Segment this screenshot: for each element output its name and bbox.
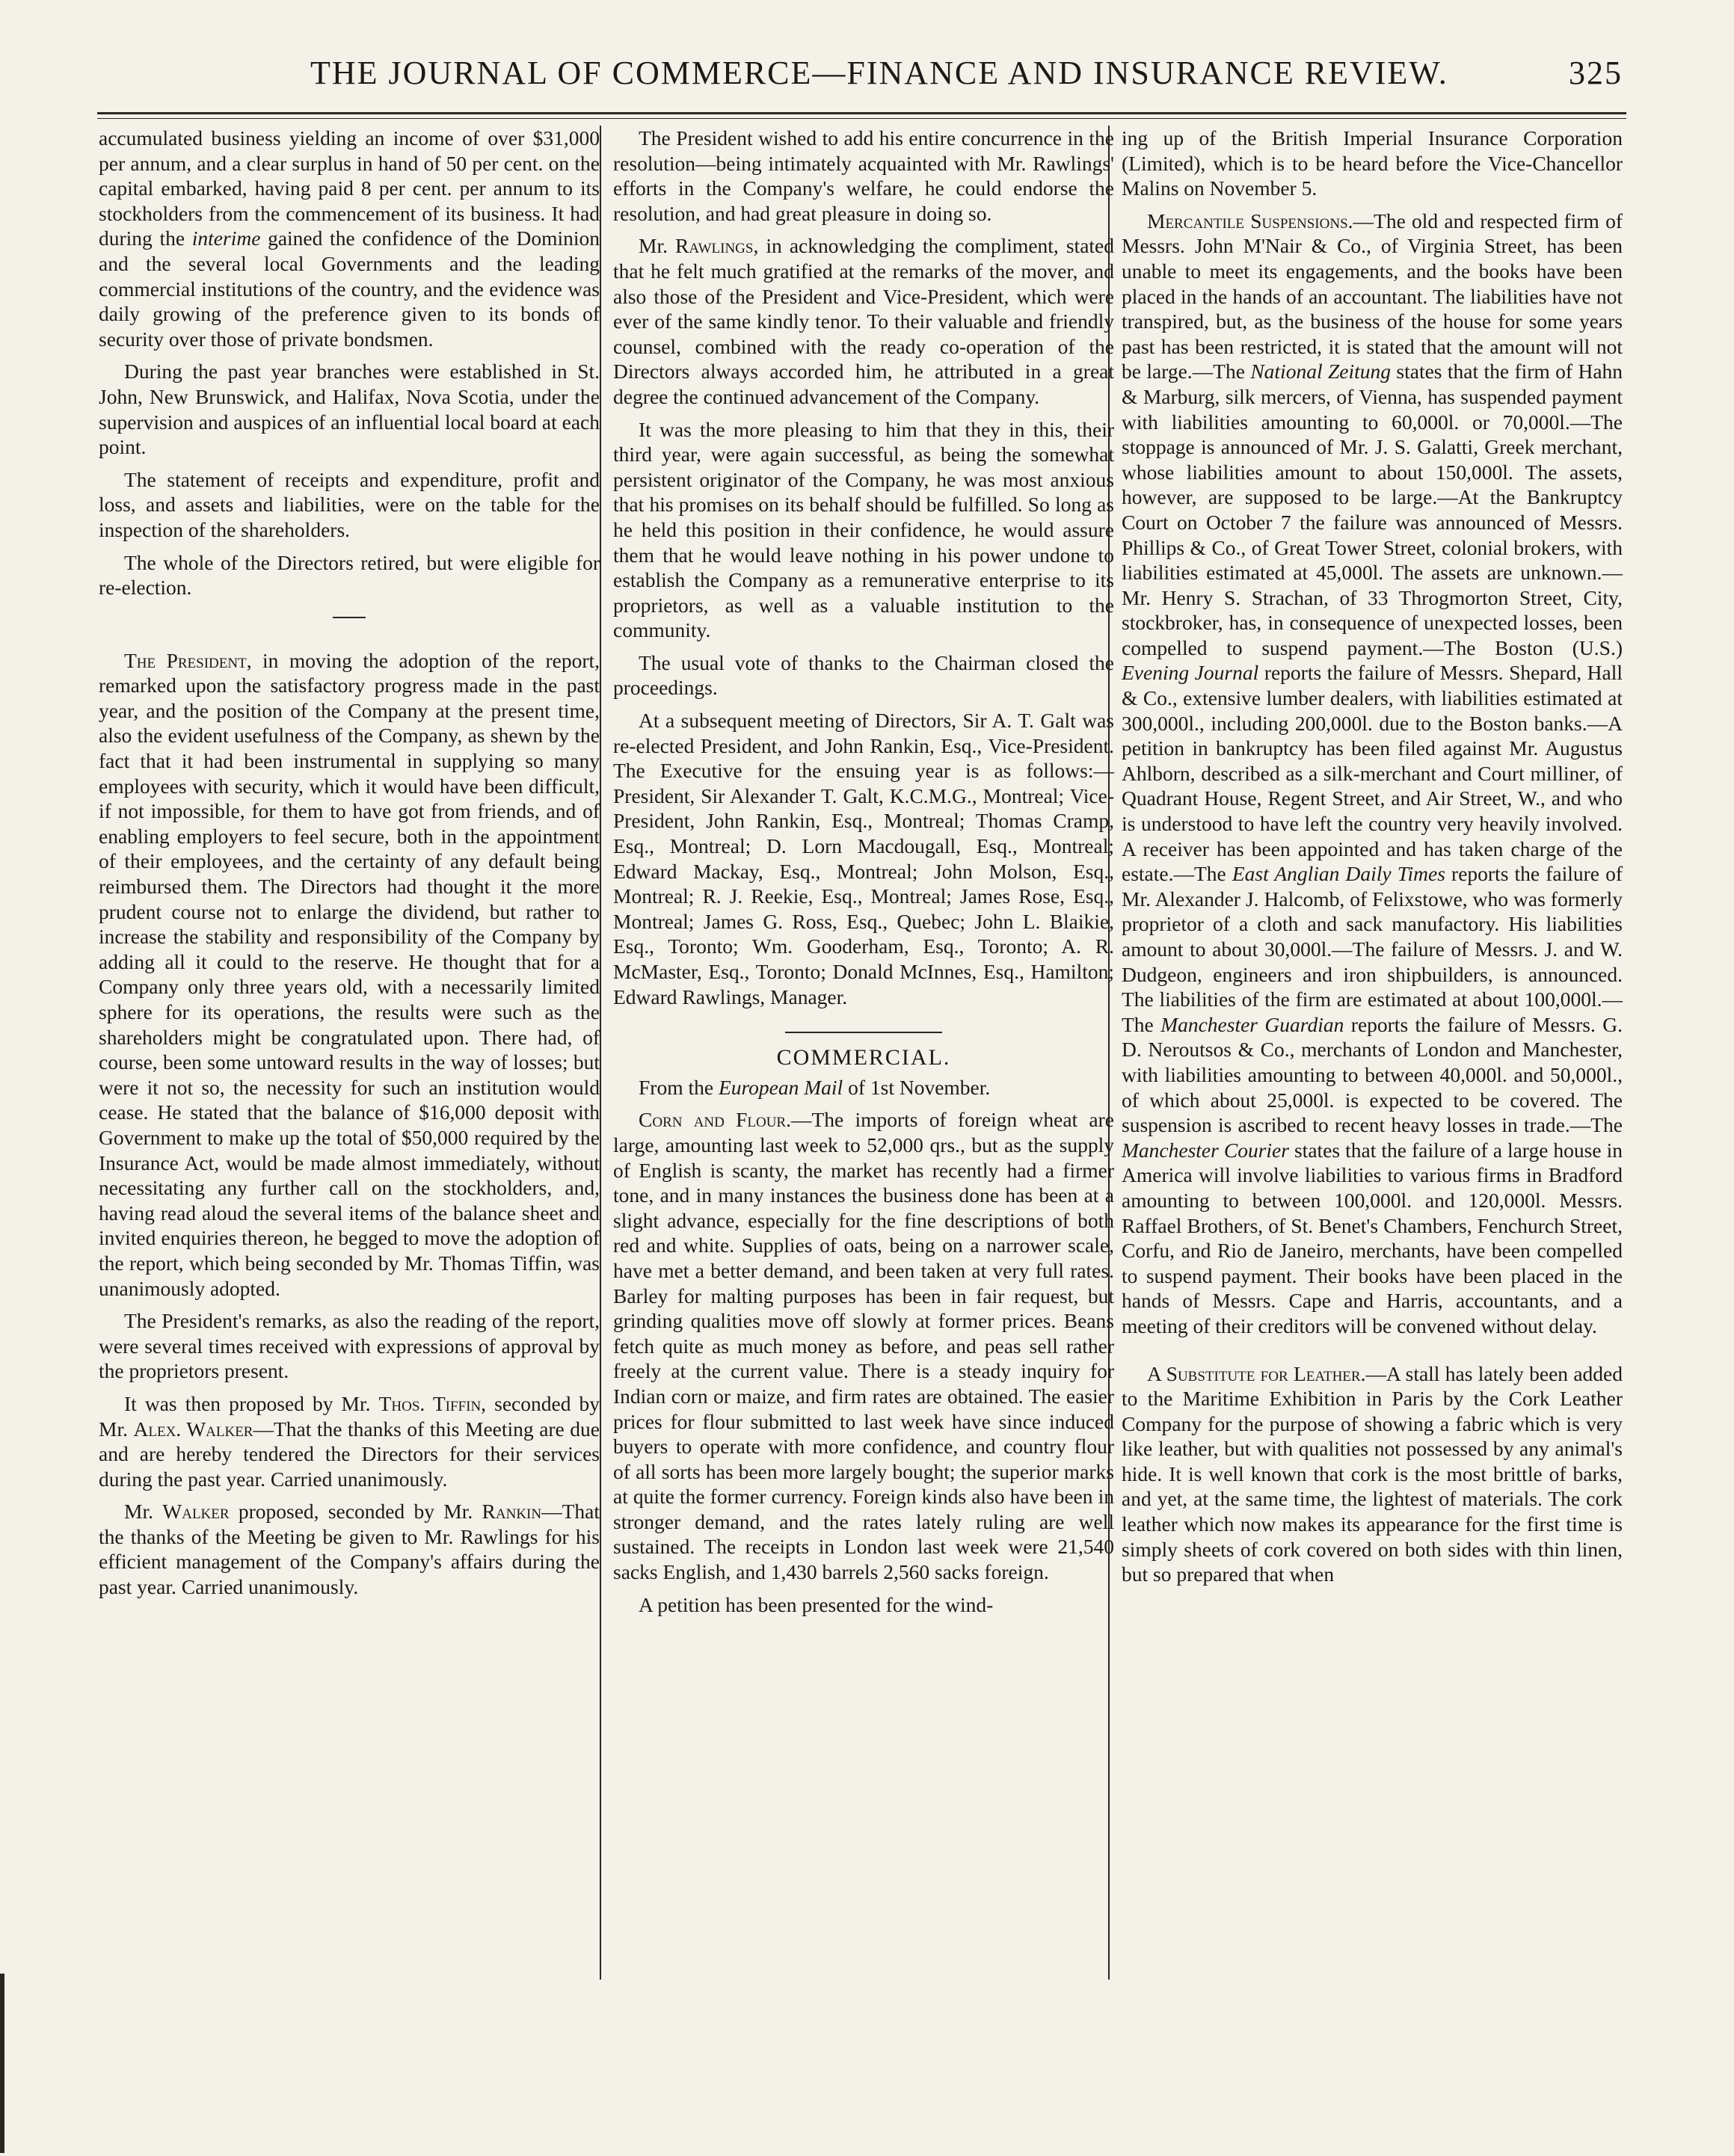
source-line: From the European Mail of 1st November. (639, 1075, 991, 1099)
column-divider-1 (600, 126, 601, 1980)
journal-title: THE JOURNAL OF COMMERCE—FINANCE AND INSURANCE REVIEW. (310, 55, 1448, 91)
paragraph: The usual vote of thanks to the Chairman closed the proceedings. (613, 650, 1114, 700)
paragraph: The President's remarks, as also the reading of the report, were several times received with expressions of approval by the proprietors present. (99, 1309, 600, 1383)
column-3 (1122, 126, 1623, 1587)
paragraph: accumulated business yielding an income of over $31,000 per annum, and a clear surplus in hand of 50 per cent. on the capital embarked, having paid 8 per cent. per annum to its stockholders from the commencement of its business. It had during the interime gained the confidence of the Dominion and the several local Governments and the leading commercial institutions of the country, and the evidence was daily growing of the preference given to its bonds of security over those of private bondsmen. (99, 126, 600, 351)
page-number: 325 (1569, 55, 1623, 91)
paragraph: Mr. Walker proposed, seconded by Mr. Rankin—That the thanks of the Meeting be given to Mr. Rawlings for his efficient management of the Company's affairs during the past year. Carried unanimously. (99, 1500, 600, 1599)
paragraph: ing up of the British Imperial Insurance Corporation (Limited), which is to be heard before the Vice-Chancellor Malins on November 5. (1122, 126, 1623, 200)
section-title: COMMERCIAL. (776, 1045, 951, 1071)
paragraph: Mercantile Suspensions.—The old and respected firm of Messrs. John M'Nair & Co., of Virginia Street, has been unable to meet its engagements, and the books have been placed in the hands of an accountant. The liabilities have not transpired, but, as the business of the house for some years past has been restricted, it is stated that the amount will not be large.—The National Zeitung states that the firm of Hahn & Marburg, silk mercers, of Vienna, has suspended payment with liabilities amounting to 60,000l. or 70,000l.—The stoppage is announced of Mr. J. S. Galatti, Greek merchant, whose liabilities amount to about 150,000l. The assets, however, are supposed to be large.—At the Bankruptcy Court on October 7 the failure was announced of Messrs. Phillips & Co., of Great Tower Street, colonial brokers, with liabilities estimated at 45,000l. The assets are unknown.—Mr. Henry S. Strachan, of 33 Throgmorton Street, City, stockbroker, has, in consequence of unexpected losses, been compelled to suspend payment.—The Boston (U.S.) Evening Journal reports the failure of Messrs. Shepard, Hall & Co., extensive lumber dealers, with liabilities estimated at 300,000l., including 200,000l. due to the Boston banks.—A petition in bankruptcy has been filed against Mr. Augustus Ahlborn, described as a silk-merchant and Court milliner, of Quadrant House, Regent Street, and Air Street, W., and who is understood to have left the country very heavily involved. A receiver has been appointed and has taken charge of the estate.—The East Anglian Daily Times reports the failure of Mr. Alexander J. Halcomb, of Felixstowe, who was formerly proprietor of a cloth and sack manufactory. His liabilities amount to about 30,000l.—The failure of Messrs. J. and W. Dudgeon, engineers and iron shipbuilders, is announced. The liabilities of the firm are estimated at about 100,000l.—The Manchester Guardian reports the failure of Messrs. G. D. Neroutsos & Co., merchants of London and Manchester, with liabilities amounting to between 40,000l. and 50,000l., of which about 25,000l. is expected to be covered. The suspension is ascribed to recent heavy losses in trade.—The Manchester Courier states that the failure of a large house in America will involve liabilities to various firms in Bradford amounting to between 100,000l. and 120,000l. Messrs. Raffael Brothers, of St. Benet's Chambers, Fenchurch Street, Corfu, and Rio de Janeiro, merchants, have been compelled to suspend payment. Their books have been placed in the hands of Messrs. Cape and Harris, accountants, and a meeting of their creditors will be convened without delay. (1122, 209, 1623, 1337)
paragraph: At a subsequent meeting of Directors, Sir A. T. Galt was re-elected President, and John Rankin, Esq., Vice-President. The Executive for the ensuing year is as follows:—President, Sir Alexander T. Galt, K.C.M.G., Montreal; Vice-President, John Rankin, Esq., Montreal; Thomas Cramp, Esq., Montreal; D. Lorn Macdougall, Esq., Montreal; Edward Mackay, Esq., Montreal; John Molson, Esq., Montreal; R. J. Reekie, Esq., Montreal; James Rose, Esq., Montreal; James G. Ross, Esq., Quebec; John L. Blaikie, Esq., Toronto; Wm. Gooderham, Esq., Toronto; A. R. McMaster, Esq., Toronto; Donald McInnes, Esq., Hamilton; Edward Rawlings, Manager. (613, 709, 1114, 1008)
column-1 (99, 126, 600, 1600)
paragraph: Corn and Flour.—The imports of foreign wheat are large, amounting last week to 52,000 qrs., but as the supply of English is scanty, the market has recently had a firmer tone, and in many instances the business done has been at a slight advance, especially for the fine descriptions of both red and white. Supplies of oats, being on a narrower scale, have met a better demand, and been taken at very full rates. Barley for malting purposes has been in fair request, but grinding qualities move off slowly at former prices. Beans fetch quite as much money as before, and peas sell rather freely at the current value. There is a steady inquiry for Indian corn or maize, and firm rates are obtained. The easier prices for flour submitted to last week have since induced buyers to operate with more confidence, and country flour of all sorts has been more largely bought; the superior marks at quite the former currency. Foreign kinds also have been in stronger demand, and the rates lately ruling are well sustained. The receipts in London last week were 21,540 sacks English, and 1,430 barrels 2,560 sacks foreign. (613, 1108, 1114, 1584)
paragraph: During the past year branches were established in St. John, New Brunswick, and Halifax, Nova Scotia, under the supervision and auspices of an influential local board at each point. (99, 360, 600, 459)
paragraph: It was the more pleasing to him that they in this, their third year, were again successful, as being the somewhat persistent originator of the Company, he was most anxious that his promises on its behalf should be fulfilled. So long as he held this position in their confidence, he would assure them that he would leave nothing in his power undone to establish the Company as a remunerative enterprise to its proprietors, as well as a valuable institution to the community. (613, 417, 1114, 642)
separator-rule (333, 617, 366, 618)
section-rule (785, 1032, 942, 1033)
page-edge-mark (0, 1974, 4, 2153)
paragraph: The President wished to add his entire concurrence in the resolution—being intimately acquainted with Mr. Rawlings' efforts in the Company's welfare, he could endorse the resolution, and had great pleasure in doing so. (613, 126, 1114, 225)
paragraph: Mr. Rawlings, in acknowledging the compliment, stated that he felt much gratified at the remarks of the mover, and also those of the President and Vice-President, which were ever of the same kindly tenor. To their valuable and friendly counsel, combined with the ready co-operation of the Directors always accorded him, he attributed in a great degree the continued advancement of the Company. (613, 234, 1114, 408)
paragraph: The whole of the Directors retired, but were eligible for re-election. (99, 550, 600, 600)
paragraph: The President, in moving the adoption of the report, remarked upon the satisfactory progress made in the past year, and the position of the Company at the present time, also the evident usefulness of the Company, as shewn by the fact that it had been instrumental in supplying so many employees with security, which it would have been difficult, if not impossible, for them to have got from friends, and of enabling employers to feel secure, both in the appointment of their employees, and the certainty of any default being reimbursed them. The Directors had thought it the more prudent course not to enlarge the dividend, but rather to increase the stability and responsibility of the Company by adding all it could to the reserve. He thought that for a Company only three years old, with a necessarily limited sphere for its operations, the results were such as the shareholders might be congratulated upon. There had, of course, been some untoward results in the way of losses; but were it not so, the necessity for such an institution would cease. He stated that the balance of $16,000 deposit with Government to make up the total of $50,000 required by the Insurance Act, would be made almost immediately, without necessitating any further call on the stockholders, and, having read aloud the several items of the balance sheet and invited enquiries thereon, he begged to move the adoption of the report, which being seconded by Mr. Thomas Tiffin, was unanimously adopted. (99, 648, 600, 1300)
paragraph: A petition has been presented for the wind- (639, 1592, 994, 1616)
paragraph: It was then proposed by Mr. Thos. Tiffin, seconded by Mr. Alex. Walker—That the thanks of this Meeting are due and are hereby tendered the Directors for their services during the past year. Carried unanimously. (99, 1391, 600, 1491)
header-rule-thin (97, 118, 1626, 119)
paragraph: The statement of receipts and expenditure, profit and loss, and assets and liabilities, were on the table for the inspection of the shareholders. (99, 467, 600, 541)
column-2 (613, 126, 1114, 1617)
header-rule (97, 112, 1626, 114)
paragraph: A Substitute for Leather.—A stall has lately been added to the Maritime Exhibition in Paris by the Cork Leather Company for the purpose of showing a fabric which is very like leather, but with qualities not possessed by any animal's hide. It is well known that cork is the most brittle of barks, and yet, at the same time, the lightest of materials. The cork leather which now makes its appearance for the first time is simply sheets of cork covered on both sides with thin linen, but so prepared that when (1122, 1361, 1623, 1586)
running-head (97, 46, 1623, 99)
